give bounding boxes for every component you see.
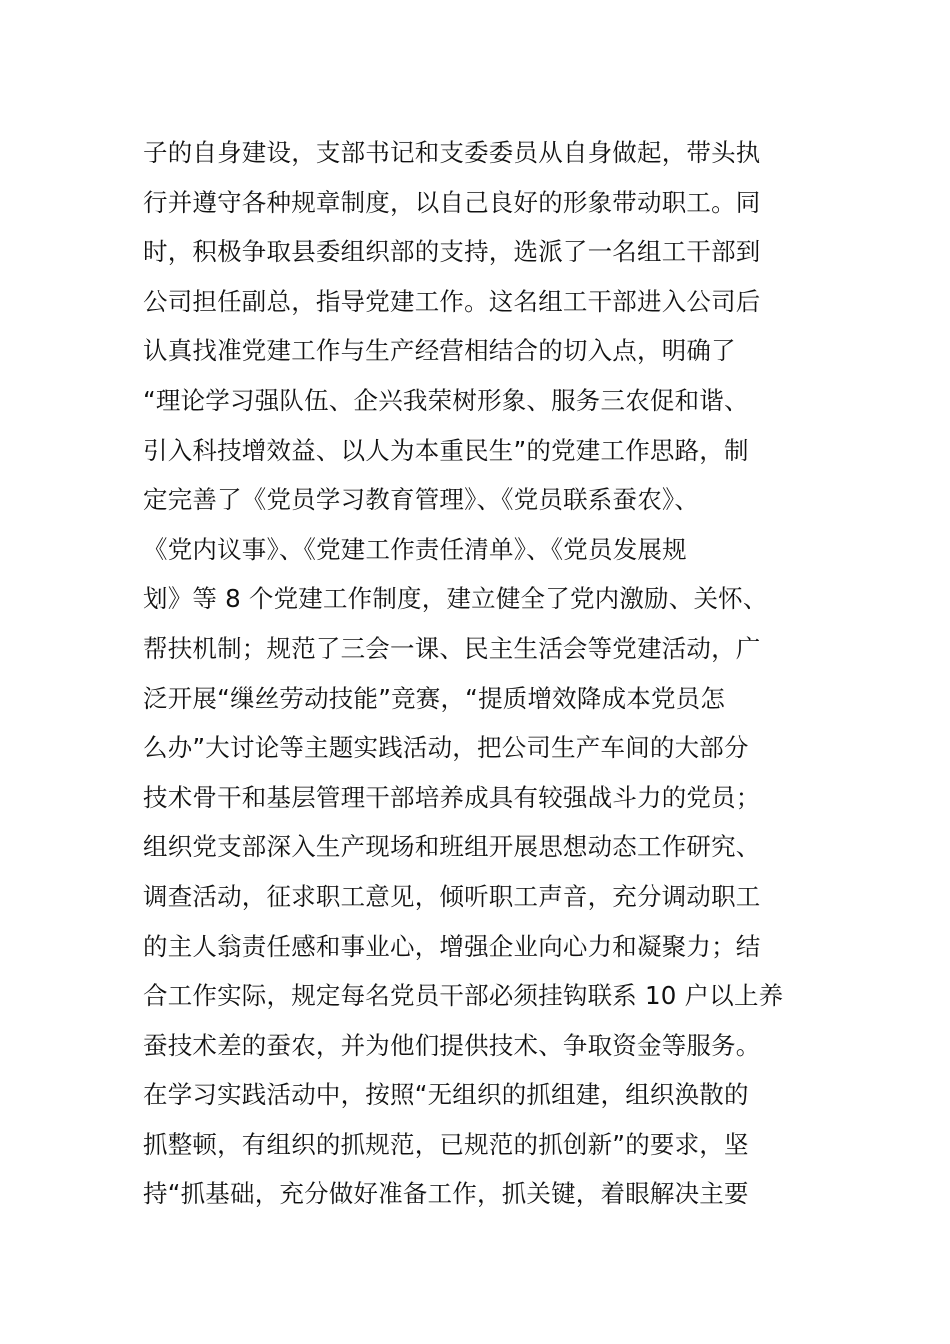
text-line-4: 公司担任副总，指导党建工作。这名组工干部进入公司后: [143, 286, 761, 316]
text-line-5: 认真找准党建工作与生产经营相结合的切入点，明确了: [143, 336, 736, 366]
text-line-21: 抓整顿，有组织的抓规范，已规范的抓创新”的要求，坚: [143, 1129, 749, 1159]
text-line-17: 的主人翁责任感和事业心，增强企业向心力和凝聚力；结: [143, 931, 761, 961]
text-line-8: 定完善了《党员学习教育管理》、《党员联系蚕农》、: [143, 485, 700, 515]
text-line-19: 蚕技术差的蚕农，并为他们提供技术、争取资金等服务。: [143, 1030, 761, 1060]
text-line-10: 划》等 8 个党建工作制度，建立健全了党内激励、关怀、: [143, 584, 768, 614]
text-line-6: “理论学习强队伍、企兴我荣树形象、服务三农促和谐、: [143, 385, 749, 415]
text-line-3: 时，积极争取县委组织部的支持，选派了一名组工干部到: [143, 237, 761, 267]
text-line-20: 在学习实践活动中，按照“无组织的抓组建，组织涣散的: [143, 1080, 749, 1110]
text-line-13: 么办”大讨论等主题实践活动，把公司生产车间的大部分: [143, 733, 749, 763]
body-text: [143, 128, 813, 1219]
text-line-12: 泛开展“缫丝劳动技能”竞赛，“提质增效降成本党员怎: [143, 683, 726, 713]
text-line-15: 组织党支部深入生产现场和班组开展思想动态工作研究、: [143, 832, 761, 862]
text-line-11: 帮扶机制；规范了三会一课、民主生活会等党建活动，广: [143, 633, 761, 663]
text-line-18: 合工作实际，规定每名党员干部必须挂钩联系 10 户以上养: [143, 981, 784, 1011]
text-line-9: 《党内议事》、《党建工作责任清单》、《党员发展规: [143, 534, 687, 564]
text-line-14: 技术骨干和基层管理干部培养成具有较强战斗力的党员；: [143, 782, 761, 812]
text-line-7: 引入科技增效益、以人为本重民生”的党建工作思路，制: [143, 435, 749, 465]
text-line-22: 持“抓基础，充分做好准备工作，抓关键，着眼解决主要: [143, 1179, 749, 1209]
text-line-16: 调查活动，征求职工意见，倾听职工声音，充分调动职工: [143, 881, 761, 911]
text-line-1: 子的自身建设，支部书记和支委委员从自身做起，带头执: [143, 138, 761, 167]
text-line-2: 行并遵守各种规章制度，以自己良好的形象带动职工。同: [143, 187, 761, 217]
